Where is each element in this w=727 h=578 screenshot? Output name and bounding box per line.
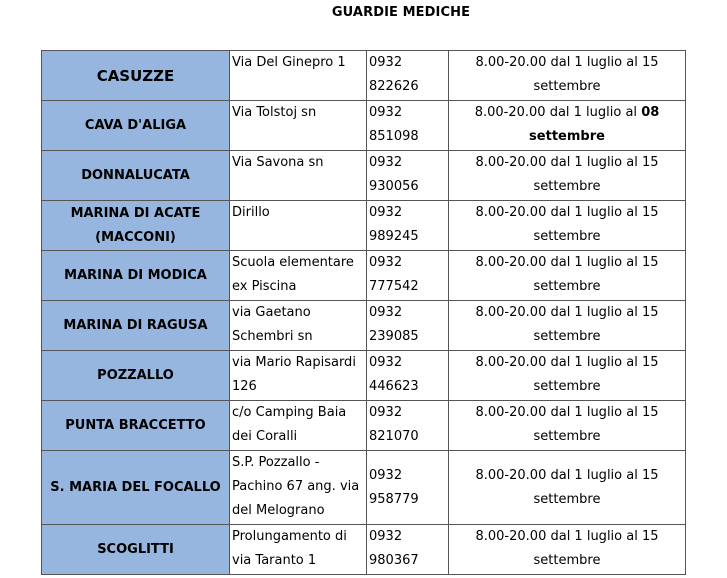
table-row xyxy=(42,101,686,151)
table-row xyxy=(42,251,686,301)
hours-line: settembre xyxy=(533,553,601,568)
hours-line: settembre xyxy=(533,329,601,344)
location-name: POZZALLO xyxy=(42,351,230,401)
table-row xyxy=(42,301,686,351)
location-name: S. MARIA DEL FOCALLO xyxy=(42,451,230,525)
hours-line xyxy=(451,101,683,125)
hours-cell xyxy=(449,101,686,151)
phone-cell: 0932 958779 xyxy=(367,451,449,525)
hours-cell xyxy=(449,351,686,401)
phone-cell: 0932 851098 xyxy=(367,101,449,151)
phone-cell: 0932 930056 xyxy=(367,151,449,201)
location-name: MARINA DI ACATE (MACCONI) xyxy=(42,201,230,251)
hours-cell xyxy=(449,201,686,251)
hours-cell xyxy=(449,251,686,301)
hours-line-text: 8.00-20.00 dal 1 luglio al xyxy=(474,105,642,120)
hours-line: 8.00-20.00 dal 1 luglio al 15 xyxy=(475,55,659,70)
guardie-mediche-table xyxy=(41,50,686,575)
hours-line: settembre xyxy=(533,229,601,244)
address-cell: Via Savona sn xyxy=(230,151,367,201)
table-row xyxy=(42,351,686,401)
location-name: CASUZZE xyxy=(42,51,230,101)
hours-cell xyxy=(449,525,686,575)
address-cell: S.P. Pozzallo - Pachino 67 ang. via del Melograno xyxy=(230,451,367,525)
hours-end-month: settembre xyxy=(529,129,605,144)
hours-line: 8.00-20.00 dal 1 luglio al 15 xyxy=(475,205,659,220)
hours-line: 8.00-20.00 dal 1 luglio al 15 xyxy=(475,405,659,420)
location-name: MARINA DI RAGUSA xyxy=(42,301,230,351)
address-cell: Prolungamento di via Taranto 1 xyxy=(230,525,367,575)
hours-line: 8.00-20.00 dal 1 luglio al 15 xyxy=(475,305,659,320)
phone-cell: 0932 821070 xyxy=(367,401,449,451)
hours-line: settembre xyxy=(533,179,601,194)
address-cell: Via Del Ginepro 1 xyxy=(230,51,367,101)
table-row xyxy=(42,401,686,451)
table-row xyxy=(42,151,686,201)
address-cell: Dirillo xyxy=(230,201,367,251)
hours-line: 8.00-20.00 dal 1 luglio al 15 xyxy=(475,529,659,544)
location-name: DONNALUCATA xyxy=(42,151,230,201)
address-cell: via Mario Rapisardi 126 xyxy=(230,351,367,401)
hours-line: settembre xyxy=(533,429,601,444)
table-row xyxy=(42,525,686,575)
table-row xyxy=(42,451,686,525)
address-cell: c/o Camping Baia dei Coralli xyxy=(230,401,367,451)
address-cell: Via Tolstoj sn xyxy=(230,101,367,151)
phone-cell: 0932 239085 xyxy=(367,301,449,351)
hours-line: settembre xyxy=(533,79,601,94)
address-cell: via Gaetano Schembri sn xyxy=(230,301,367,351)
location-name: MARINA DI MODICA xyxy=(42,251,230,301)
hours-line: 8.00-20.00 dal 1 luglio al 15 xyxy=(475,155,659,170)
hours-cell xyxy=(449,51,686,101)
hours-line: 8.00-20.00 dal 1 luglio al 15 xyxy=(475,467,659,483)
phone-cell: 0932 980367 xyxy=(367,525,449,575)
table-row xyxy=(42,201,686,251)
page-title: GUARDIE MEDICHE xyxy=(331,5,471,20)
phone-cell: 0932 777542 xyxy=(367,251,449,301)
location-name: SCOGLITTI xyxy=(42,525,230,575)
hours-end-day: 08 xyxy=(641,105,660,120)
location-name: CAVA D'ALIGA xyxy=(42,101,230,151)
hours-cell xyxy=(449,151,686,201)
address-cell: Scuola elementare ex Piscina xyxy=(230,251,367,301)
phone-cell: 0932 822626 xyxy=(367,51,449,101)
hours-line: settembre xyxy=(533,491,601,507)
hours-cell xyxy=(449,401,686,451)
location-name: PUNTA BRACCETTO xyxy=(42,401,230,451)
hours-cell xyxy=(449,451,686,525)
hours-line: settembre xyxy=(533,379,601,394)
hours-cell xyxy=(449,301,686,351)
phone-cell: 0932 989245 xyxy=(367,201,449,251)
hours-line: 8.00-20.00 dal 1 luglio al 15 xyxy=(475,255,659,270)
phone-cell: 0932 446623 xyxy=(367,351,449,401)
hours-line: 8.00-20.00 dal 1 luglio al 15 xyxy=(475,355,659,370)
table-row xyxy=(42,51,686,101)
hours-line: settembre xyxy=(533,279,601,294)
